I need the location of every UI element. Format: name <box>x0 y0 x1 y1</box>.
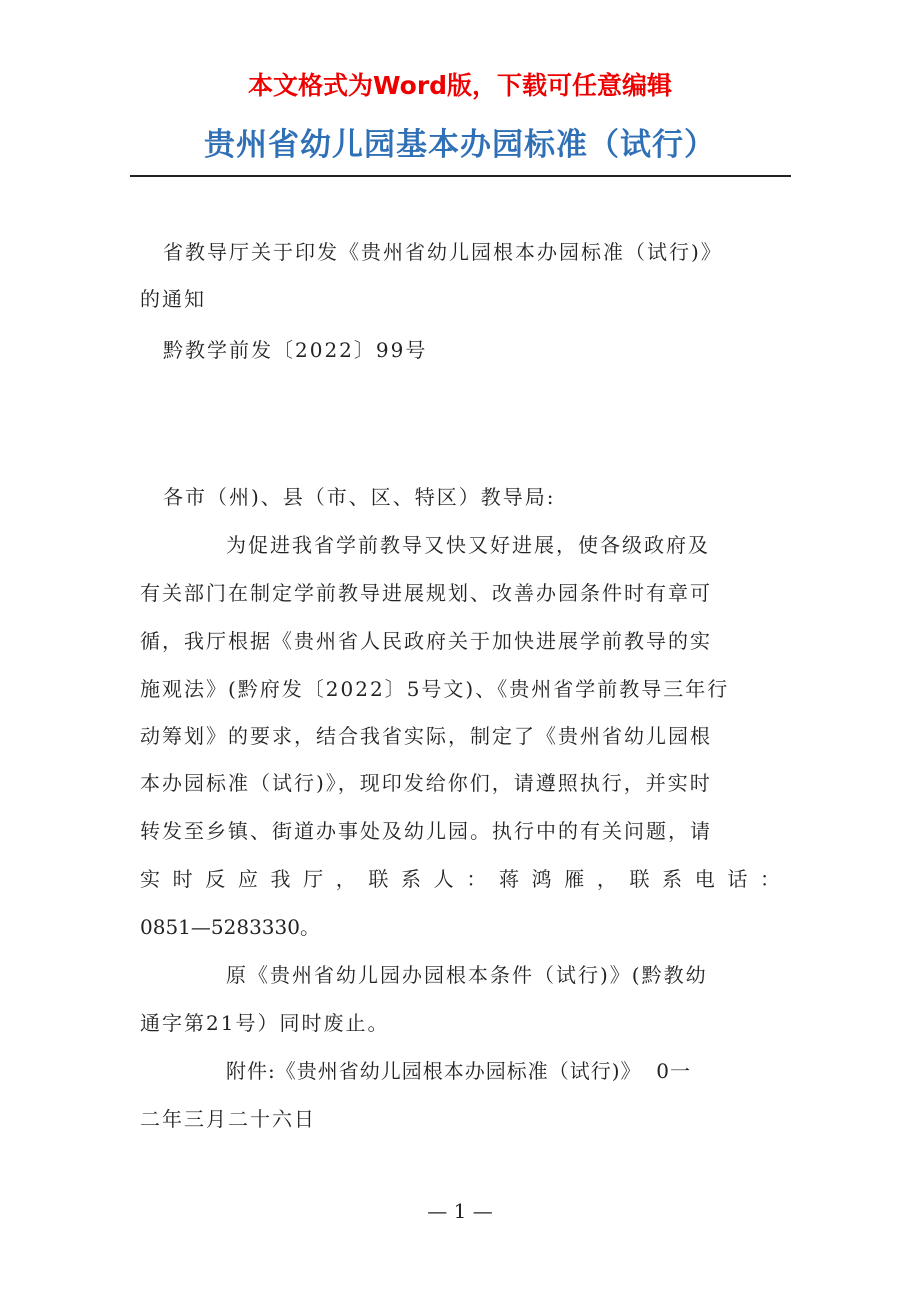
body-line: 动筹划》的要求，结合我省实际，制定了《贵州省幼儿园根 <box>140 724 712 748</box>
document-title: 贵州省幼儿园基本办园标准（试行） <box>204 127 716 163</box>
page-number: — 1 — <box>427 1199 493 1223</box>
document-number: 黔教学前发〔2022〕99号 <box>163 338 428 362</box>
title-divider <box>130 175 791 177</box>
repeal-line: 原《贵州省幼儿园办园根本条件（试行)》(黔教幼 <box>226 963 708 987</box>
salutation: 各市（州)、县（市、区、特区）教导局: <box>163 485 556 509</box>
body-line: 循，我厅根据《贵州省人民政府关于加快进展学前教导的实 <box>140 629 712 653</box>
body-line: 施观法》(黔府发〔2022〕5号文)、《贵州省学前教导三年行 <box>140 677 730 701</box>
phone-number: 0851—5283330。 <box>140 915 320 939</box>
download-notice-banner: 本文格式为Word版，下载可任意编辑 <box>247 71 673 100</box>
body-line: 有关部门在制定学前教导进展规划、改善办园条件时有章可 <box>140 581 712 605</box>
notice-heading-line-2: 的通知 <box>140 287 206 311</box>
body-line: 转发至乡镇、街道办事处及幼儿园。执行中的有关问题，请 <box>140 819 712 843</box>
body-line: 为促进我省学前教导又快又好进展，使各级政府及 <box>226 533 710 557</box>
attachment-line: 附件:《贵州省幼儿园根本办园标准（试行)》 0一 <box>226 1059 691 1083</box>
repeal-line: 通字第21号）同时废止。 <box>140 1011 390 1035</box>
date-line: 二年三月二十六日 <box>140 1107 316 1131</box>
body-line: 本办园标准（试行)》，现印发给你们，请遵照执行，并实时 <box>140 771 712 795</box>
contact-line: 实时反应我厅，联系人：蒋鸿雁，联系电话： <box>140 867 780 891</box>
notice-heading-line-1: 省教导厅关于印发《贵州省幼儿园根本办园标准（试行)》 <box>163 240 723 264</box>
